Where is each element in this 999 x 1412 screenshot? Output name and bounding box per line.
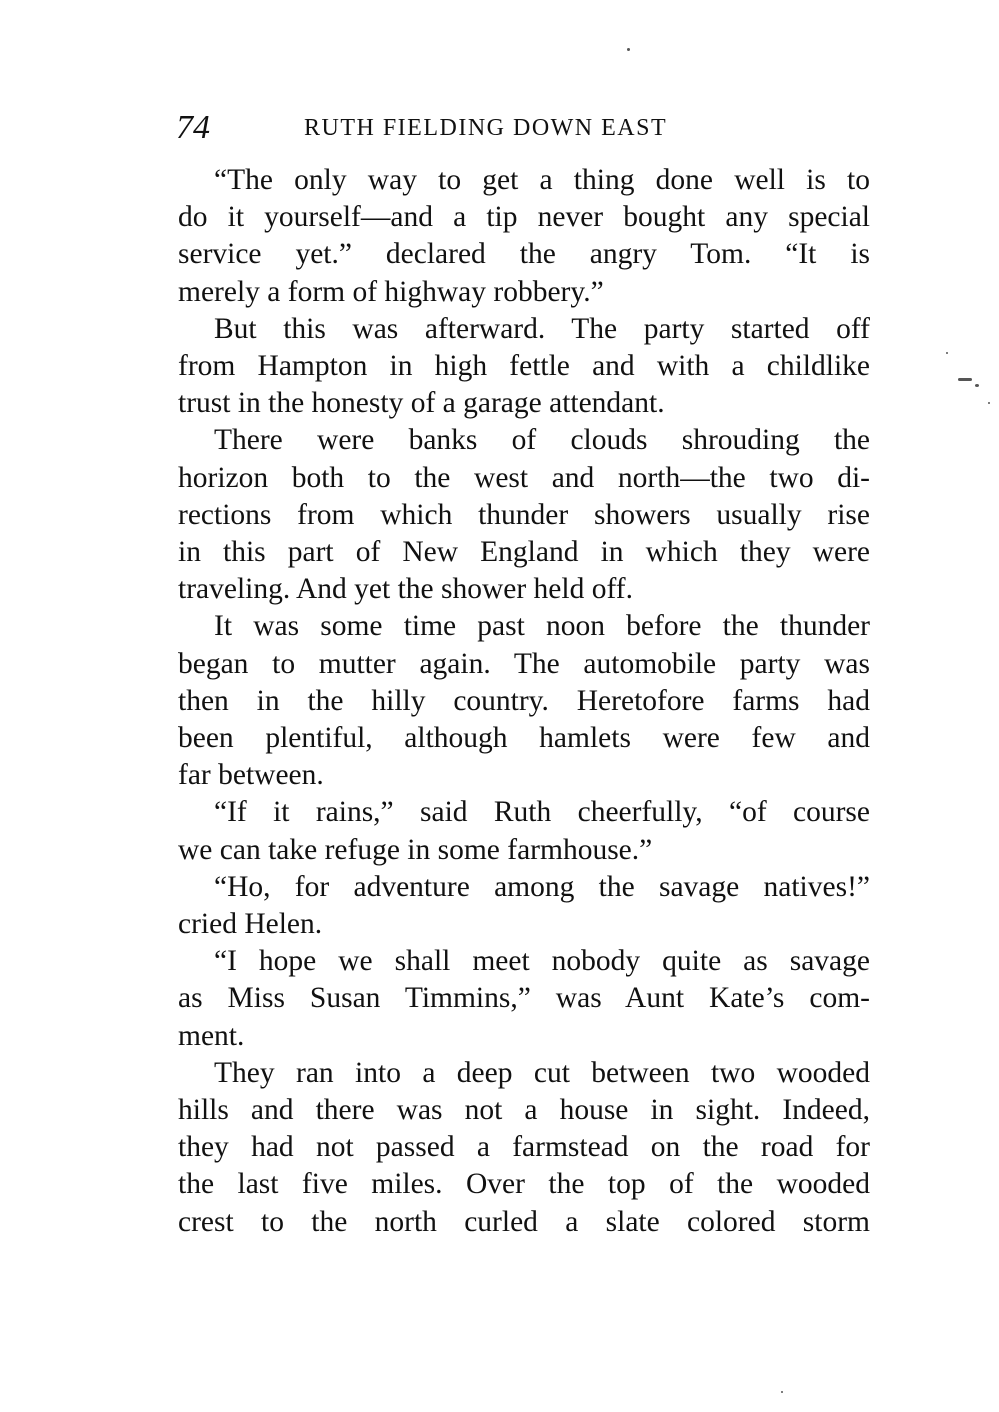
paragraph bbox=[178, 422, 870, 608]
text-line: But this was afterward. The party started off bbox=[214, 312, 870, 345]
text-line: merely a form of highway robbery.” bbox=[178, 275, 604, 308]
scan-speck bbox=[975, 384, 979, 387]
paragraph bbox=[178, 943, 870, 1055]
paragraph bbox=[178, 608, 870, 794]
text-line: “Ho, for adventure among the savage natives!” bbox=[214, 870, 870, 903]
text-line: “The only way to get a thing done well is to bbox=[214, 164, 870, 196]
text-line: been plentiful, although hamlets were few and bbox=[178, 722, 870, 755]
text-line: began to mutter again. The automobile party was bbox=[178, 647, 870, 680]
paragraph bbox=[178, 794, 870, 868]
text-line: “I hope we shall meet nobody quite as savage bbox=[214, 945, 870, 978]
text-line: trust in the honesty of a garage attendant. bbox=[178, 387, 665, 420]
text-line: in this part of New England in which they were bbox=[178, 536, 870, 569]
text-line: we can take refuge in some farmhouse.” bbox=[178, 833, 653, 866]
text-line: crest to the north curled a slate colored storm bbox=[178, 1205, 870, 1238]
text-line: far between. bbox=[178, 759, 324, 792]
page-number: 74 bbox=[176, 109, 210, 146]
text-line: They ran into a deep cut between two wooded bbox=[214, 1056, 870, 1089]
scan-speck bbox=[988, 402, 990, 404]
text-line: hills and there was not a house in sight. Indeed, bbox=[178, 1094, 870, 1127]
running-title: RUTH FIELDING DOWN EAST bbox=[304, 115, 668, 141]
text-line: do it yourself—and a tip never bought any special bbox=[178, 201, 870, 234]
text-line: they had not passed a farmstead on the road for bbox=[178, 1131, 870, 1164]
text-line: then in the hilly country. Heretofore farms had bbox=[178, 684, 870, 717]
body-text bbox=[178, 162, 870, 1241]
text-line: traveling. And yet the shower held off. bbox=[178, 573, 633, 606]
text-line: horizon both to the west and north—the two di- bbox=[178, 461, 870, 494]
text-line: the last five miles. Over the top of the wooded bbox=[178, 1168, 870, 1201]
scan-speck bbox=[627, 48, 630, 51]
text-line: from Hampton in high fettle and with a childlike bbox=[178, 350, 870, 383]
text-line: rections from which thunder showers usually rise bbox=[178, 498, 870, 531]
paragraph bbox=[178, 162, 870, 311]
text-line: cried Helen. bbox=[178, 908, 323, 941]
text-line: service yet.” declared the angry Tom. “It is bbox=[178, 238, 870, 271]
text-line: There were banks of clouds shrouding the bbox=[214, 424, 870, 457]
text-line: as Miss Susan Timmins,” was Aunt Kate’s com- bbox=[178, 982, 870, 1015]
scan-speck bbox=[946, 352, 948, 354]
text-line: It was some time past noon before the thunder bbox=[214, 610, 870, 643]
scan-speck bbox=[781, 1391, 783, 1393]
text-line: ment. bbox=[178, 1019, 245, 1052]
scan-speck bbox=[958, 378, 972, 381]
paragraph bbox=[178, 869, 870, 943]
running-head bbox=[176, 108, 876, 148]
text-line: “If it rains,” said Ruth cheerfully, “of course bbox=[214, 796, 870, 829]
paragraph bbox=[178, 1055, 870, 1241]
paragraph bbox=[178, 311, 870, 423]
